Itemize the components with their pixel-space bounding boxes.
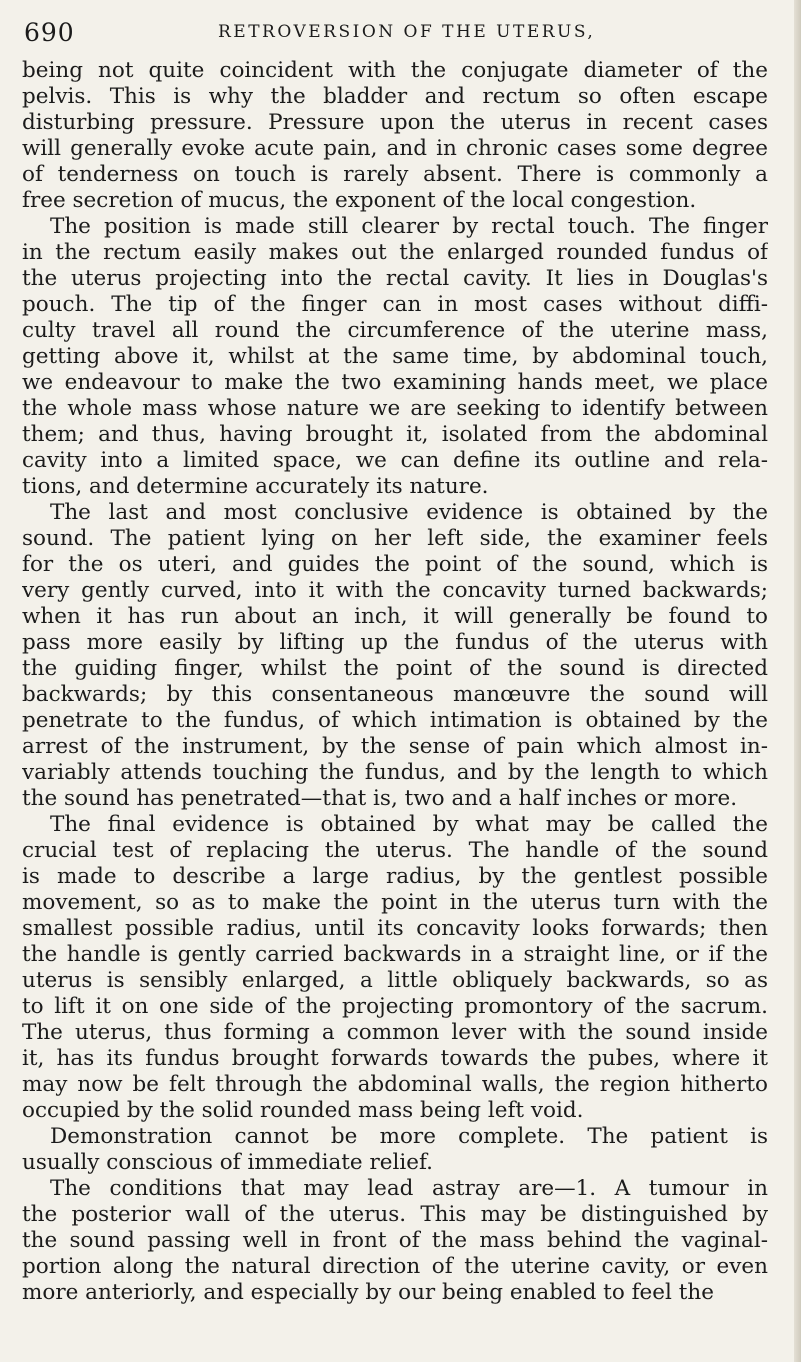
text-line: penetrate to the fundus, of which intimation is obtained by the	[22, 708, 768, 733]
text-line: we endeavour to make the two examining hands meet, we place	[22, 370, 768, 395]
text-line: when it has run about an inch, it will generally be found to	[22, 604, 768, 629]
text-line: the posterior wall of the uterus. This may be distinguished by	[22, 1202, 768, 1227]
text-line: it, has its fundus brought forwards towards the pubes, where it	[22, 1046, 768, 1071]
text-line: the sound has penetrated—that is, two and a half inches or more.	[22, 786, 738, 811]
text-line: pouch. The tip of the finger can in most cases without diffi-	[22, 292, 768, 317]
text-line: The position is made still clearer by rectal touch. The finger	[50, 214, 768, 239]
text-line: cavity into a limited space, we can define its outline and rela-	[22, 448, 768, 473]
text-line: disturbing pressure. Pressure upon the uterus in recent cases	[22, 110, 768, 135]
text-line: usually conscious of immediate relief.	[22, 1150, 433, 1175]
text-line: in the rectum easily makes out the enlarged rounded fundus of	[22, 240, 768, 265]
text-line: culty travel all round the circumference of the uterine mass,	[22, 318, 768, 343]
text-line: free secretion of mucus, the exponent of the local congestion.	[22, 188, 697, 213]
paragraph	[22, 1124, 768, 1176]
text-line: tions, and determine accurately its nature.	[22, 474, 489, 499]
paragraph	[22, 500, 768, 812]
text-line: The conditions that may lead astray are—1. A tumour in	[50, 1176, 768, 1201]
text-line: backwards; by this consentaneous manœuvre the sound will	[22, 682, 768, 707]
text-line: may now be felt through the abdominal walls, the region hitherto	[22, 1072, 768, 1097]
text-line: the handle is gently carried backwards in a straight line, or if the	[22, 942, 768, 967]
text-line: variably attends touching the fundus, and by the length to which	[22, 760, 768, 785]
text-line: arrest of the instrument, by the sense of pain which almost in-	[22, 734, 768, 759]
text-line: crucial test of replacing the uterus. The handle of the sound	[22, 838, 768, 863]
text-line: pelvis. This is why the bladder and rectum so often escape	[22, 84, 768, 109]
text-line: the guiding finger, whilst the point of the sound is directed	[22, 656, 768, 681]
paragraph	[22, 214, 768, 500]
text-line: the sound passing well in front of the mass behind the vaginal-	[22, 1228, 768, 1253]
text-line: very gently curved, into it with the concavity turned backwards;	[22, 578, 768, 603]
text-line: them; and thus, having brought it, isolated from the abdominal	[22, 422, 768, 447]
text-line: being not quite coincident with the conjugate diameter of the	[22, 58, 768, 83]
text-line: smallest possible radius, until its concavity looks forwards; then	[22, 916, 768, 941]
text-line: to lift it on one side of the projecting promontory of the sacrum.	[22, 994, 768, 1019]
text-line: portion along the natural direction of the uterine cavity, or even	[22, 1254, 768, 1279]
body-text	[22, 58, 768, 1306]
text-line: of tenderness on touch is rarely absent. There is commonly a	[22, 162, 768, 187]
text-line: sound. The patient lying on her left side, the examiner feels	[22, 526, 768, 551]
text-line: more anteriorly, and especially by our being enabled to feel the	[22, 1280, 714, 1305]
text-line: the whole mass whose nature we are seeking to identify between	[22, 396, 768, 421]
text-line: movement, so as to make the point in the uterus turn with the	[22, 890, 768, 915]
paragraph	[22, 812, 768, 1124]
text-line: for the os uteri, and guides the point of the sound, which is	[22, 552, 768, 577]
text-line: will generally evoke acute pain, and in chronic cases some degree	[22, 136, 768, 161]
text-line: occupied by the solid rounded mass being left void.	[22, 1098, 584, 1123]
text-line: pass more easily by lifting up the fundus of the uterus with	[22, 630, 768, 655]
running-head: RETROVERSION OF THE UTERUS,	[218, 22, 596, 42]
text-line: The final evidence is obtained by what may be called the	[50, 812, 768, 837]
text-line: is made to describe a large radius, by the gentlest possible	[22, 864, 768, 889]
text-line: getting above it, whilst at the same time, by abdominal touch,	[22, 344, 768, 369]
paragraph	[22, 1176, 768, 1306]
page-edge	[794, 0, 801, 1362]
text-line: The uterus, thus forming a common lever with the sound inside	[22, 1020, 768, 1045]
text-line: the uterus projecting into the rectal cavity. It lies in Douglas's	[22, 266, 768, 291]
paragraph	[22, 58, 768, 214]
page-number: 690	[24, 18, 75, 47]
text-line: The last and most conclusive evidence is obtained by the	[50, 500, 768, 525]
text-line: Demonstration cannot be more complete. The patient is	[50, 1124, 768, 1149]
text-line: uterus is sensibly enlarged, a little obliquely backwards, so as	[22, 968, 768, 993]
page-header	[0, 8, 801, 48]
